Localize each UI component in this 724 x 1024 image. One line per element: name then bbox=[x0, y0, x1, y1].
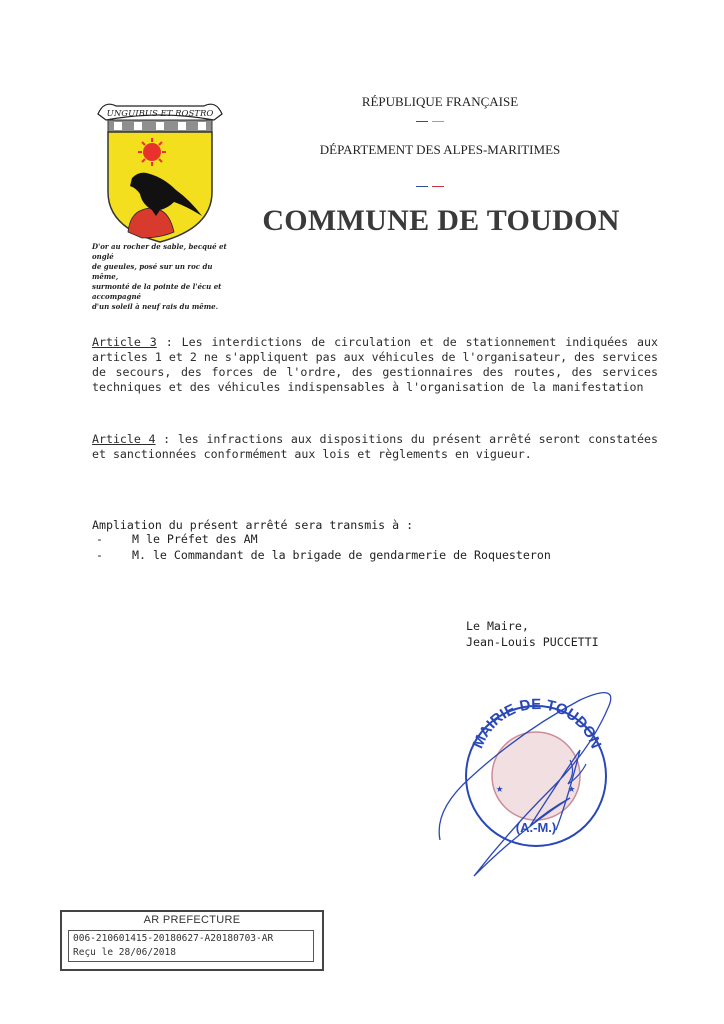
article-3 bbox=[92, 335, 658, 395]
ar-reference: 006-210601415-20180627-A20180703-AR bbox=[73, 933, 274, 944]
separator bbox=[416, 121, 460, 123]
article-3-label: Article 3 bbox=[92, 335, 157, 349]
signature-title: Le Maire, bbox=[466, 619, 529, 633]
list-item: - M. le Commandant de la brigade de gendarmerie de Roquesteron bbox=[96, 548, 551, 562]
svg-text:★: ★ bbox=[568, 781, 576, 795]
coat-of-arms bbox=[94, 96, 226, 246]
ampliation-list bbox=[96, 531, 551, 563]
signature-name: Jean-Louis PUCCETTI bbox=[466, 635, 599, 649]
commune-title: COMMUNE DE TOUDON bbox=[262, 204, 620, 237]
blazon-line: d'un soleil à neuf rais du même. bbox=[92, 302, 219, 311]
department-heading: DÉPARTEMENT DES ALPES-MARITIMES bbox=[319, 142, 561, 157]
blazon-description bbox=[92, 242, 232, 312]
republic-heading: RÉPUBLIQUE FRANÇAISE bbox=[361, 94, 519, 109]
blazon-line: D'or au rocher de sable, becqué et onglé bbox=[92, 242, 227, 261]
ar-prefecture-box bbox=[60, 910, 324, 971]
article-4-text: : les infractions aux dispositions du présent arrêté seront constatées et sanctionnées conformément aux lois et règlements en vigueur. bbox=[92, 432, 658, 461]
ar-title: AR PREFECTURE bbox=[143, 914, 241, 926]
ampliation-title: Ampliation du présent arrêté sera transmis à : bbox=[92, 518, 414, 532]
blazon-line: de gueules, posé sur un roc du même, bbox=[92, 262, 213, 281]
article-4 bbox=[92, 432, 658, 462]
svg-text:★: ★ bbox=[496, 781, 504, 795]
stamp-top-text: MAIRIE DE TOUDON bbox=[469, 695, 605, 752]
official-stamp bbox=[430, 680, 630, 890]
blazon-line: surmonté de la pointe de l'écu et accompagné bbox=[92, 282, 222, 301]
article-4-label: Article 4 bbox=[92, 432, 156, 446]
motto-banner-text: UNGUIBUS ET ROSTRO bbox=[106, 109, 214, 119]
list-item: - M le Préfet des AM bbox=[96, 532, 258, 546]
signature-block bbox=[466, 618, 599, 650]
separator bbox=[416, 186, 460, 188]
ar-received-date: Reçu le 28/06/2018 bbox=[73, 947, 176, 958]
ar-details bbox=[68, 930, 314, 962]
stamp-bottom-text: (A.-M.) bbox=[515, 820, 557, 835]
article-3-text: : Les interdictions de circulation et de stationnement indiquées aux articles 1 et 2 ne s'appliquent pas aux véhicules de l'organisateur, des services de secours, des forces de l'ordre, des gestionnaires des routes, des services techniques et des véhicules indispensables à l'organisation de la manifestation bbox=[92, 335, 658, 394]
